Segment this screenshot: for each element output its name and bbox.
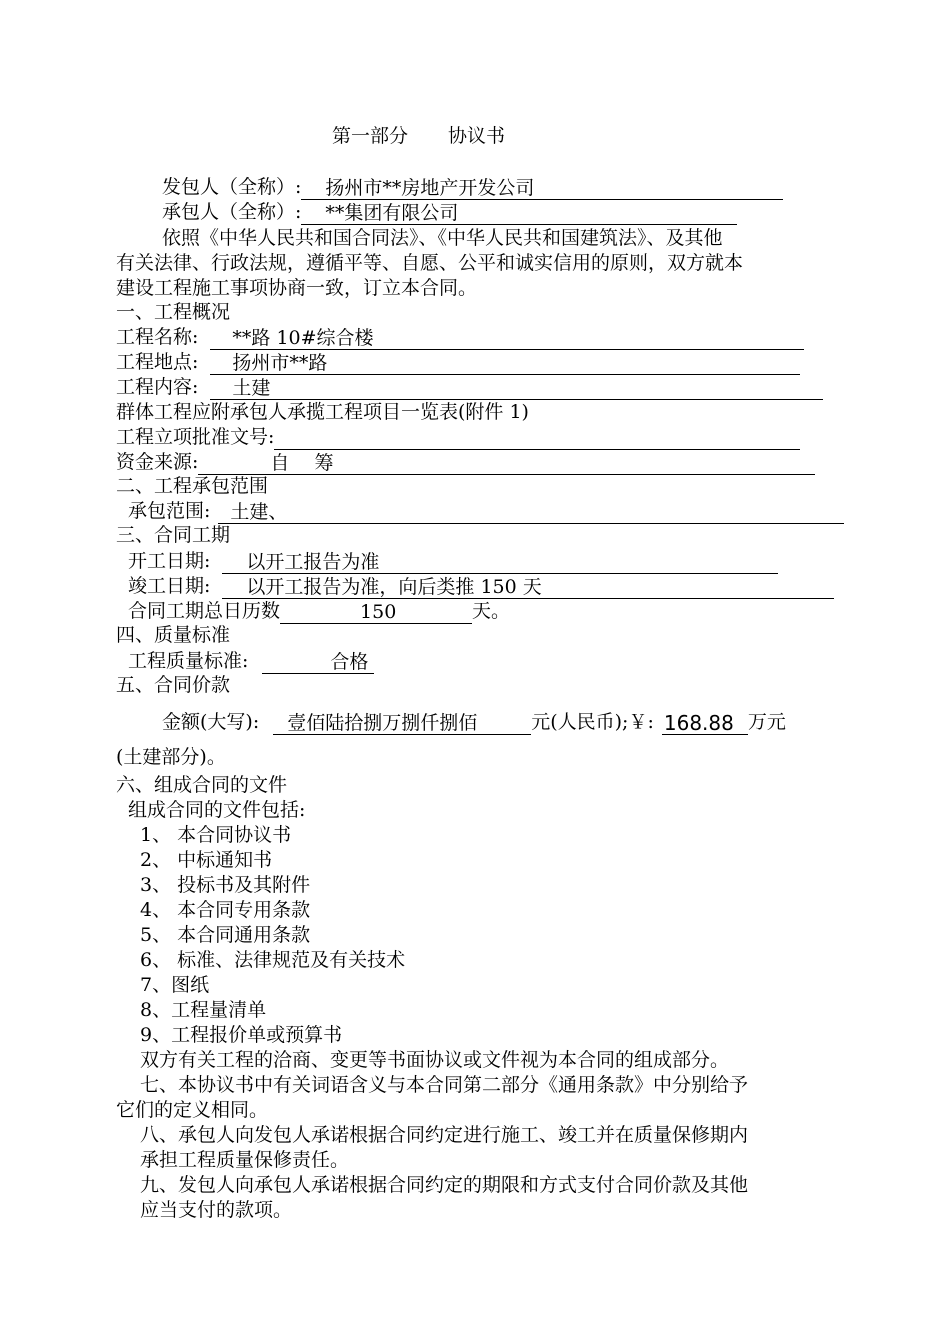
- section-8-line-1: 八、承包人向发包人承诺根据合同约定进行施工、竣工并在质量保修期内: [140, 1124, 749, 1146]
- start-date-value: 以开工报告为准: [222, 551, 778, 574]
- section-6-heading: 六、组成合同的文件: [116, 774, 288, 796]
- preamble-line-3: 建设工程施工事项协商一致，订立本合同。: [116, 277, 478, 299]
- employer-label: 发包人（全称）:: [162, 176, 302, 198]
- end-date-row: [128, 574, 834, 599]
- section-5-heading: 五、合同价款: [116, 674, 231, 696]
- approval-row: [116, 425, 800, 450]
- list-item: 7、图纸: [140, 974, 210, 996]
- section-4-heading: 四、质量标准: [116, 624, 231, 646]
- list-item: 5、 本合同通用条款: [140, 924, 311, 946]
- project-content-label: 工程内容:: [116, 376, 199, 398]
- start-date-row: [128, 549, 778, 574]
- list-item: 1、 本合同协议书: [140, 824, 292, 846]
- project-site-label: 工程地点:: [116, 351, 199, 373]
- section-2-heading: 二、工程承包范围: [116, 475, 269, 497]
- contractor-row: [162, 200, 737, 225]
- preamble-line-1: 依照《中华人民共和国合同法》、《中华人民共和国建筑法》、及其他: [162, 227, 723, 249]
- section-9-line-2: 应当支付的款项。: [140, 1199, 293, 1221]
- project-site-value: 扬州市**路: [210, 352, 800, 375]
- start-date-label: 开工日期:: [128, 550, 211, 572]
- scope-label: 承包范围:: [128, 500, 211, 522]
- total-days-label: 合同工期总日历数: [128, 600, 281, 622]
- project-name-label: 工程名称:: [116, 326, 199, 348]
- title-name: 协议书: [448, 125, 506, 147]
- fund-source-label: 资金来源:: [116, 451, 199, 473]
- documents-closing: 双方有关工程的洽商、变更等书面协议或文件视为本合同的组成部分。: [140, 1049, 730, 1071]
- list-item: 8、工程量清单: [140, 999, 267, 1021]
- preamble-line-2: 有关法律、行政法规，遵循平等、自愿、公平和诚实信用的原则，双方就本: [116, 252, 744, 274]
- amount-label: 金额(大写):: [162, 711, 260, 733]
- group-project-note: 群体工程应附承包人承揽工程项目一览表(附件 1): [116, 401, 529, 423]
- project-name-row: [116, 325, 804, 350]
- employer-row: [162, 175, 783, 200]
- currency-label: 元(人民币);￥:: [531, 711, 654, 733]
- project-content-value: 土建: [210, 377, 823, 400]
- amount-note: (土建部分)。: [116, 746, 226, 768]
- fund-source-value: 自 筹: [198, 452, 815, 475]
- section-7-line-2: 它们的定义相同。: [116, 1099, 269, 1121]
- project-content-row: [116, 375, 823, 400]
- end-date-label: 竣工日期:: [128, 575, 211, 597]
- end-date-value: 以开工报告为准，向后类推 150 天: [222, 576, 834, 599]
- list-item: 3、 投标书及其附件: [140, 874, 311, 896]
- total-days-unit: 天。: [472, 600, 511, 622]
- fund-source-row: [116, 450, 815, 475]
- section-3-heading: 三、合同工期: [116, 524, 231, 546]
- approval-value: [274, 426, 800, 450]
- section-7-line-1: 七、本协议书中有关词语含义与本合同第二部分《通用条款》中分别给予: [140, 1074, 749, 1096]
- project-site-row: [116, 350, 800, 375]
- amount-number: 168.88: [662, 712, 748, 735]
- quality-label: 工程质量标准:: [128, 650, 249, 672]
- quality-row: [128, 649, 374, 674]
- documents-intro: 组成合同的文件包括:: [128, 799, 306, 821]
- total-days-value: 150: [280, 601, 472, 624]
- contractor-label: 承包人（全称）:: [162, 201, 302, 223]
- section-8-line-2: 承担工程质量保修责任。: [140, 1149, 350, 1171]
- total-days-row: [128, 599, 510, 624]
- section-9-line-1: 九、发包人向承包人承诺根据合同约定的期限和方式支付合同价款及其他: [140, 1174, 749, 1196]
- amount-words: 壹佰陆拾捌万捌仟捌佰: [273, 712, 531, 735]
- scope-row: [128, 499, 844, 524]
- approval-label: 工程立项批准文号:: [116, 426, 275, 448]
- amount-row: [162, 710, 786, 735]
- contractor-value: **集团有限公司: [301, 202, 737, 225]
- list-item: 2、 中标通知书: [140, 849, 273, 871]
- list-item: 6、 标准、法律规范及有关技术: [140, 949, 406, 971]
- title-part: 第一部分: [332, 125, 409, 147]
- document-title: [332, 124, 505, 149]
- project-name-value: **路 10#综合楼: [210, 327, 804, 350]
- amount-unit: 万元: [747, 711, 786, 733]
- scope-value: 土建、: [218, 501, 844, 524]
- list-item: 4、 本合同专用条款: [140, 899, 311, 921]
- list-item: 9、工程报价单或预算书: [140, 1024, 343, 1046]
- quality-value: 合格: [262, 651, 374, 674]
- employer-value: 扬州市**房地产开发公司: [301, 177, 783, 200]
- section-1-heading: 一、工程概况: [116, 301, 231, 323]
